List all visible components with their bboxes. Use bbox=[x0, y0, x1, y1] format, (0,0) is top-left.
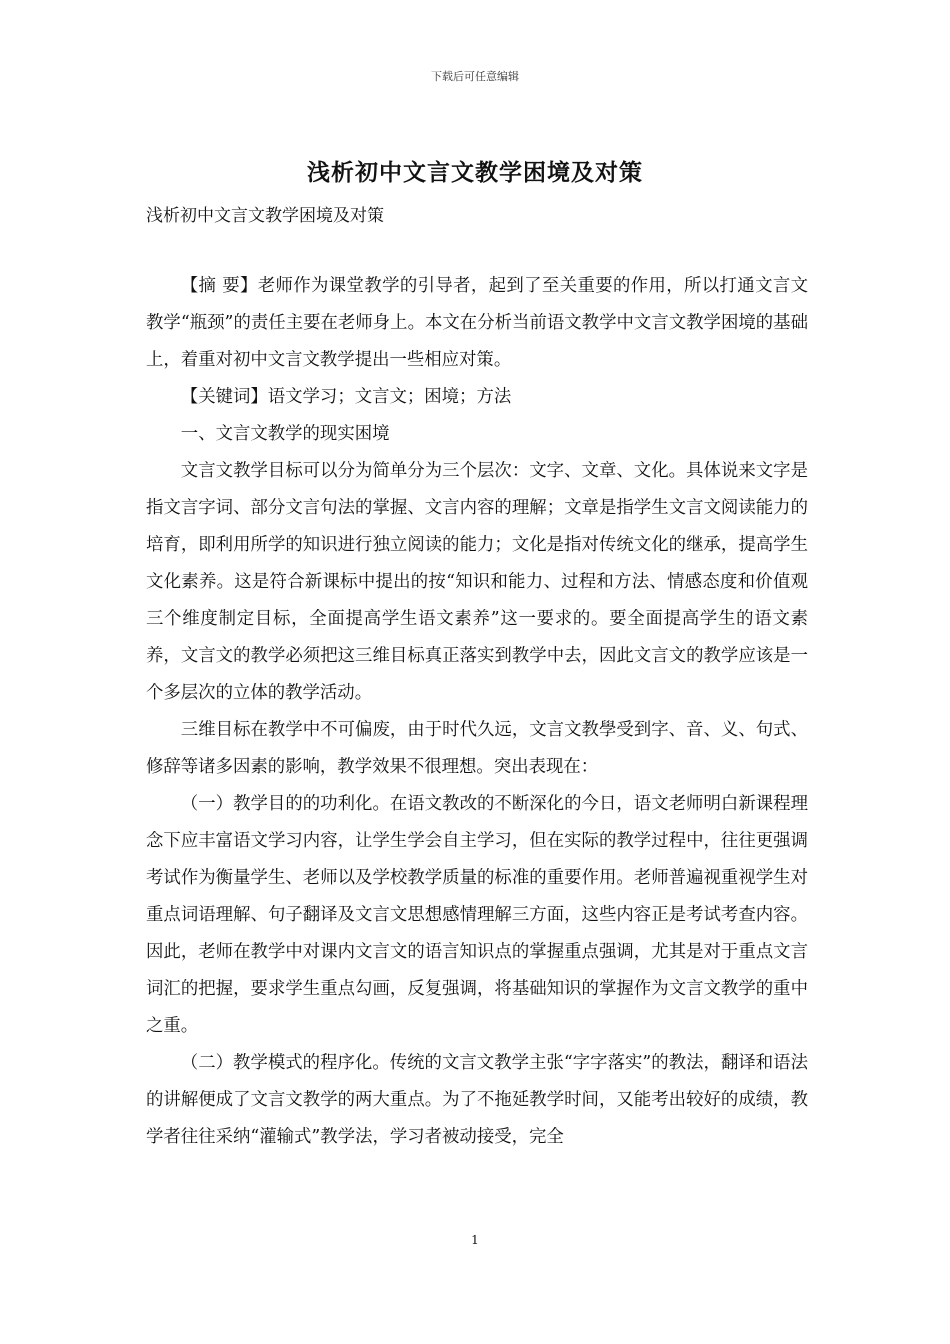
body-paragraph: 三维目标在教学中不可偏废，由于时代久远，文言文教學受到字、音、义、句式、修辞等诸多因素的影响，教学效果不很理想。突出表现在： bbox=[146, 720, 808, 777]
body-paragraph: （一）教学目的的功利化。在语文教改的不断深化的今日，语文老师明白新课程理念下应丰富语文学习内容，让学生学会自主学习，但在实际的教学过程中，往往更强调考试作为衡量学生、老师以及学校教学质量的标准的重要作用。老师普遍视重视学生对重点词语理解、句子翻译及文言文思想感情理解三方面，这些内容正是考试考查内容。因此，老师在教学中对课内文言文的语言知识点的掌握重点强调，尤其是对于重点文言词汇的把握，要求学生重点勾画，反复强调，将基础知识的掌握作为文言文教学的重中之重。 bbox=[146, 794, 808, 1036]
page-number: 1 bbox=[471, 1233, 479, 1247]
abstract-paragraph: 【摘 要】老师作为课堂教学的引导者，起到了至关重要的作用，所以打通文言文教学“瓶颈”的责任主要在老师身上。本文在分析当前语文教学中文言文教学困境的基础上，着重对初中文言文教学提出一些相应对策。 bbox=[146, 276, 808, 370]
body-text bbox=[146, 268, 808, 1156]
body-paragraph: 文言文教学目标可以分为简单分为三个层次：文字、文章、文化。具体说来文字是指文言字词、部分文言句法的掌握、文言内容的理解；文章是指学生文言文阅读能力的培育，即利用所学的知识进行独立阅读的能力；文化是指对传统文化的继承，提高学生文化素养。这是符合新课标中提出的按“知识和能力、过程和方法、情感态度和价值观三个维度制定目标，全面提高学生语文素养”这一要求的。要全面提高学生的语文素养，文言文的教学必须把这三维目标真正落实到教学中去，因此文言文的教学应该是一个多层次的立体的教学活动。 bbox=[146, 461, 808, 703]
section-heading: 一、文言文教学的现实困境 bbox=[180, 424, 390, 444]
body-paragraph: （二）教学模式的程序化。传统的文言文教学主张“字字落实”的教法，翻译和语法的讲解便成了文言文教学的两大重点。为了不拖延教学时间，又能考出较好的成绩，教学者往往采纳“灌输式”教学法，学习者被动接受，完全 bbox=[146, 1053, 808, 1147]
document-title: 浅析初中文言文教学困境及对策 bbox=[307, 159, 643, 186]
keywords-paragraph: 【关键词】语文学习；文言文；困境；方法 bbox=[180, 387, 512, 407]
document-subtitle: 浅析初中文言文教学困境及对策 bbox=[146, 206, 384, 226]
header-note: 下载后可任意编辑 bbox=[431, 70, 519, 83]
